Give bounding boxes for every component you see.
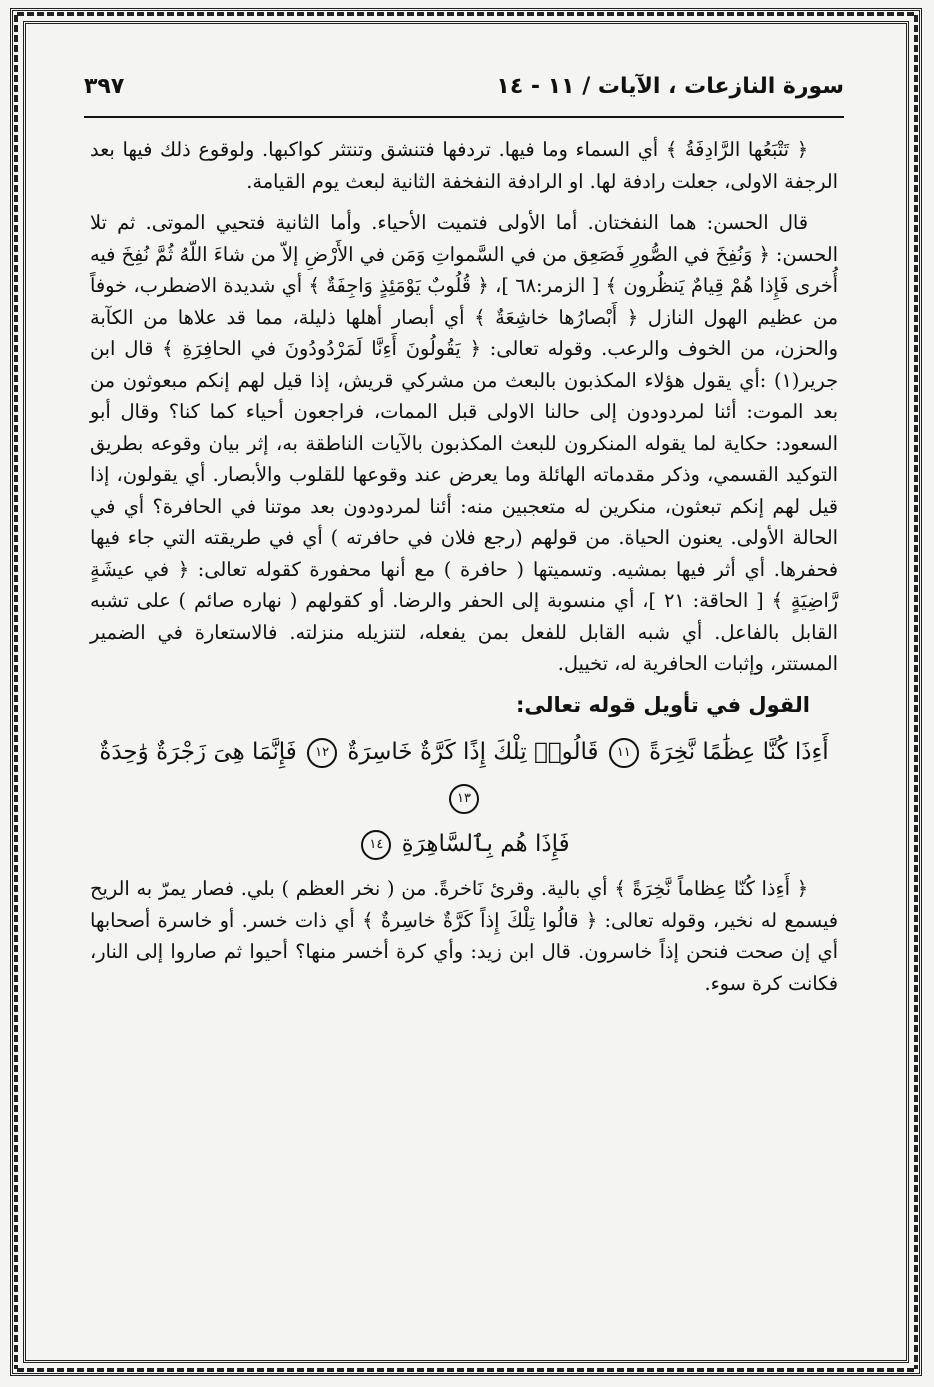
paragraph-3: ﴿ أَءِذا كُنّا عِظاماً نَّخِرَةً ﴾ أي بالية. وقرئ نَاخرةً. من ( نخر العظم ) بلي. فصار يمرّ به الريح فيسمع له نخير، وقوله تعالى: ﴿ قالُوا تِلْكَ إِذاً كَرَّةٌ خاسِرةٌ ﴾ أي ذات خسر. أو خاسرة أصحابها أي إن صحت فنحن إذاً خاسرون. قال ابن زيد: وأي كرة أخسر منها؟ أحيوا ثم صاروا إلى النار، فكانت كرة سوء. [90,877,838,995]
header-rule [84,116,844,118]
verse-number-12: ١٢ [307,738,337,768]
page-body [90,134,838,999]
verse-number-14: ١٤ [361,830,391,860]
paragraph-2: قال الحسن: هما النفختان. أما الأولى فتميت الأحياء. وأما الثانية فتحيي الموتى. ثم تلا الحسن: ﴿ وَنُفِخَ في الصُّورِ فَصَعِق من في السَّمواتِ وَمَن في الأَرْضِ إلاّ من شاءَ اللّهُ ثُمَّ نُفِخَ فيه أُخرى فَإِذا هُمْ قِيامٌ يَنظُرون ﴾ [ الزمر:٦٨ ]، ﴿ قُلُوبٌ يَوْمَئِذٍ وَاجِفَةٌ ﴾ أي شديدة الاضطرب، خوفاً من عظيم الهول النازل ﴿ أَبْصارُها خاشِعَةٌ ﴾ أي أبصار أهلها ذليلة، مما قد علاها من الكآبة والحزن، من الخوف والرعب. وقوله تعالى: ﴿ يَقُولُونَ أَءِنَّا لَمَرْدُودُونَ في الحافِرَةِ ﴾ قال ابن جرير(١) :أي يقول هؤلاء المكذبون بالبعث من مشركي قريش، إذا قيل لهم إنكم مبعوثون من بعد الموت: أئنا لمردودون إلى حالنا الاولى قبل الممات، فراجعون أحياء كما كنا؟ وقال أبو السعود: حكاية لما يقوله المنكرون للبعث المكذبون بالآيات الناطقة به، إثر بيان وقوعه بطريق التوكيد القسمي، وذكر مقدماته الهائلة وما يعرض عند وقوعها للقلوب والأبصار. أي يقولون، إذا قيل لهم إنكم تبعثون، منكرين له متعجبين منه: أئنا لمردودون بعد موتنا في الحافرة؟ أي في الحالة الأولى. يعنون الحياة. من قولهم (رجع فلان في حافرته ) أي في طريقته التي جاء فيها فحفرها. أي أثر فيها بمشيه. وتسميتها ( حافرة ) مع أنها محفورة كقوله تعالى: ﴿ في عيشَةٍ رَّاضِيَةٍ ﴾ [ الحاقة: ٢١ ]، أي منسوبة إلى الحفر والرضا. أو كقولهم ( نهاره صائم ) على تشبه القابل بالفاعل. أي شبه القابل للفعل بمن يفعله، لتنزيله منزلته. فالاستعارة في الضمير المستتر، وإثبات الحافرية له، تخييل. [90,211,839,675]
verse-number-11: ١١ [609,738,639,768]
quran-verses [90,729,838,867]
verse-13-text: فَإِنَّمَا هِىَ زَجْرَةٌ وَٰحِدَةٌ [99,739,297,765]
border-ornament-left [14,15,18,1369]
page-number: ٣٩٧ [84,74,125,99]
verse-12-text: قَالُوا۟ تِلْكَ إِذًا كَرَّةٌ خَاسِرَةٌ [347,739,599,765]
section-heading: القول في تأويل قوله تعالى: [516,692,810,717]
running-title: سورة النازعات ، الآيات / ١١ - ١٤ [496,74,844,99]
verse-11-text: أَءِذَا كُنَّا عِظَٰمًا نَّخِرَةً [649,739,829,765]
verse-number-13: ١٣ [449,784,479,814]
page-header [84,70,844,108]
border-ornament-top [17,12,915,16]
border-ornament-right [914,15,918,1369]
border-ornament-bottom [17,1368,915,1372]
verse-14-text: فَإِذَا هُم بِٱلسَّاهِرَةِ [401,831,570,857]
paragraph-1: ﴿ تَتْبَعُها الرَّادِفَةُ ﴾ أي السماء وما فيها. تردفها فتنشق وتنتثر كواكبها. ولوقوع ذلك فيها بعد الرجفة الاولى، جعلت رادفة لها. او الرادفة النفخفة الثانية لبعث يوم القيامة. [90,138,838,193]
